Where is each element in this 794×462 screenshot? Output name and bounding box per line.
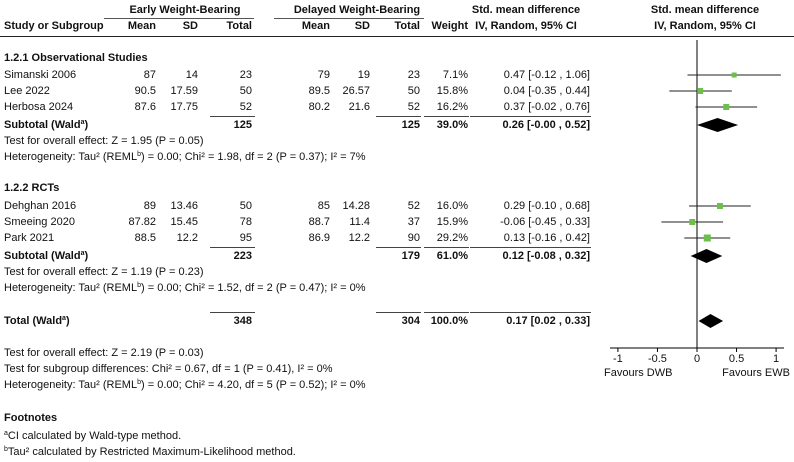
subgroup-title: 1.2.2 RCTs xyxy=(4,182,60,194)
header-mean-ewb: Mean xyxy=(127,20,156,32)
header-sd-ewb: SD xyxy=(182,20,198,32)
dwb-total: 37 xyxy=(407,216,420,228)
ewb-sd: 15.45 xyxy=(170,216,198,228)
subgroup-title: 1.2.1 Observational Studies xyxy=(4,52,148,64)
heterogeneity-text: Heterogeneity: Tau² $(REML^b) = 0.00$; Chi² = 1.52, df = 2 (P = 0.47); I² = 0% xyxy=(4,282,366,294)
total-ci: 0.17 [0.02 , 0.33] xyxy=(506,315,590,327)
ewb-mean: 87.82 xyxy=(128,216,156,228)
subtotal-dwb-total: 179 xyxy=(401,250,420,262)
dwb-mean: 89.5 xyxy=(308,85,330,97)
ewb-total: 95 xyxy=(239,232,252,244)
study-name: Lee 2022 xyxy=(4,85,50,97)
dwb-sd: 12.2 xyxy=(348,232,370,244)
total-weight: 100.0% xyxy=(430,315,468,327)
study-point xyxy=(732,73,737,78)
subtotal-weight: 39.0% xyxy=(436,119,468,131)
subtotal-label: Subtotal (Wald$^a$) xyxy=(4,250,89,262)
dwb-mean: 86.9 xyxy=(308,232,330,244)
header-plot-title: Std. mean difference xyxy=(650,4,760,16)
subtotal-ci: 0.12 [-0.08 , 0.32] xyxy=(502,250,590,262)
overall-effect-text: Test for overall effect: Z = 1.19 (P = 0.23) xyxy=(4,266,204,278)
footnotes-title: Footnotes xyxy=(4,412,58,424)
header-total-dwb: Total xyxy=(394,20,420,32)
header-mean-dwb: Mean xyxy=(301,20,330,32)
header-group-ewb: Early Weight-Bearing xyxy=(129,4,241,16)
dwb-underline xyxy=(274,18,424,19)
study-point xyxy=(689,219,695,225)
header-plot-sub: IV, Random, 95% CI xyxy=(654,20,756,32)
subtotal-rule xyxy=(424,116,469,117)
ewb-sd: 17.75 xyxy=(170,101,198,113)
subtotal-rule xyxy=(424,247,469,248)
favours-ewb-label: Favours EWB xyxy=(722,367,790,379)
header-effect-sub: IV, Random, 95% CI xyxy=(475,20,577,32)
ewb-mean: 88.5 xyxy=(134,232,156,244)
header-group-dwb: Delayed Weight-Bearing xyxy=(293,4,421,16)
study-name: Park 2021 xyxy=(4,232,55,244)
study-point xyxy=(717,203,723,209)
subtotal-ci: 0.26 [-0.00 , 0.52] xyxy=(502,119,590,131)
study-weight: 16.2% xyxy=(436,101,468,113)
study-weight: 7.1% xyxy=(442,69,468,81)
study-name: Dehghan 2016 xyxy=(4,200,77,212)
dwb-total: 52 xyxy=(407,101,420,113)
total-label: Total (Wald$^a$) xyxy=(4,315,70,327)
ewb-underline xyxy=(104,18,254,19)
subtotal-rule xyxy=(210,247,255,248)
subtotal-rule xyxy=(210,116,255,117)
subtotal-rule xyxy=(376,247,421,248)
dwb-total: 23 xyxy=(407,69,420,81)
x-tick-label: -1 xyxy=(613,353,623,365)
subtotal-label: Subtotal (Wald$^a$) xyxy=(4,119,89,131)
total-rule xyxy=(376,312,421,313)
study-point xyxy=(697,88,703,94)
ewb-sd: 13.46 xyxy=(170,200,198,212)
ewb-mean: 89 xyxy=(143,200,156,212)
heterogeneity-text: Heterogeneity: Tau² $(REML^b) = 0.00$; Chi² = 1.98, df = 2 (P = 0.37); I² = 7% xyxy=(4,151,366,163)
subgroup-differences-text: Test for subgroup differences: Chi² = 0.67, df = 1 (P = 0.41), I² = 0% xyxy=(4,363,333,375)
heterogeneity-text: Heterogeneity: Tau² $(REML^b) = 0.00$; Chi² = 4.20, df = 5 (P = 0.52); I² = 0% xyxy=(4,379,366,391)
dwb-mean: 85 xyxy=(317,200,330,212)
subtotal-rule xyxy=(470,247,591,248)
header-total-ewb: Total xyxy=(226,20,252,32)
forest-plot xyxy=(600,0,794,400)
pooled-diamond xyxy=(697,118,738,132)
overall-effect-text: Test for overall effect: Z = 1.95 (P = 0.05) xyxy=(4,135,204,147)
header-study: Study or Subgroup xyxy=(4,20,104,32)
study-name: Simanski 2006 xyxy=(4,69,77,81)
subtotal-rule xyxy=(470,116,591,117)
subtotal-ewb-total: 223 xyxy=(233,250,252,262)
ewb-mean: 90.5 xyxy=(134,85,156,97)
study-ci: 0.29 [-0.10 , 0.68] xyxy=(503,200,590,212)
dwb-total: 50 xyxy=(407,85,420,97)
total-ewb: 348 xyxy=(233,315,252,327)
total-rule xyxy=(470,312,591,313)
dwb-mean: 80.2 xyxy=(308,101,330,113)
ewb-sd: 17.59 xyxy=(170,85,198,97)
ewb-total: 50 xyxy=(239,85,252,97)
dwb-mean: 88.7 xyxy=(308,216,330,228)
study-point xyxy=(723,104,729,110)
dwb-sd: 14.28 xyxy=(342,200,370,212)
footnote-a: $^a$CI calculated by Wald-type method. xyxy=(4,430,182,442)
subtotal-rule xyxy=(376,116,421,117)
x-tick-label: 0 xyxy=(693,353,701,365)
x-tick-label: -0.5 xyxy=(647,353,667,365)
dwb-sd: 21.6 xyxy=(348,101,370,113)
subtotal-weight: 61.0% xyxy=(436,250,468,262)
overall-effect-text: Test for overall effect: Z = 2.19 (P = 0.03) xyxy=(4,347,204,359)
study-weight: 29.2% xyxy=(436,232,468,244)
dwb-total: 90 xyxy=(407,232,420,244)
dwb-mean: 79 xyxy=(317,69,330,81)
ewb-mean: 87 xyxy=(143,69,156,81)
dwb-sd: 26.57 xyxy=(342,85,370,97)
study-ci: 0.47 [-0.12 , 1.06] xyxy=(503,69,590,81)
ewb-total: 50 xyxy=(239,200,252,212)
dwb-total: 52 xyxy=(407,200,420,212)
dwb-sd: 19 xyxy=(357,69,370,81)
total-dwb: 304 xyxy=(401,315,420,327)
ewb-total: 78 xyxy=(239,216,252,228)
study-point xyxy=(704,235,711,242)
study-weight: 15.9% xyxy=(436,216,468,228)
study-ci: -0.06 [-0.45 , 0.33] xyxy=(500,216,590,228)
study-weight: 16.0% xyxy=(436,200,468,212)
dwb-sd: 11.4 xyxy=(349,216,370,228)
ewb-total: 52 xyxy=(239,101,252,113)
ewb-mean: 87.6 xyxy=(134,101,156,113)
ewb-total: 23 xyxy=(239,69,252,81)
favours-dwb-label: Favours DWB xyxy=(604,367,673,379)
study-weight: 15.8% xyxy=(436,85,468,97)
study-ci: 0.13 [-0.16 , 0.42] xyxy=(503,232,590,244)
ewb-sd: 14 xyxy=(185,69,198,81)
subtotal-dwb-total: 125 xyxy=(401,119,420,131)
study-ci: 0.37 [-0.02 , 0.76] xyxy=(503,101,590,113)
header-sd-dwb: SD xyxy=(354,20,370,32)
pooled-diamond xyxy=(691,249,723,263)
x-tick-label: 1 xyxy=(773,353,780,365)
pooled-diamond xyxy=(699,314,724,328)
x-tick-label: 0.5 xyxy=(728,353,745,365)
study-ci: 0.04 [-0.35 , 0.44] xyxy=(503,85,590,97)
header-weight: Weight xyxy=(431,20,468,32)
ewb-sd: 12.2 xyxy=(176,232,198,244)
study-name: Smeeing 2020 xyxy=(4,216,75,228)
total-rule xyxy=(210,312,255,313)
total-rule xyxy=(424,312,469,313)
footnote-b: $^b$Tau² calculated by Restricted Maximum-Likelihood method. xyxy=(4,446,296,458)
subtotal-ewb-total: 125 xyxy=(233,119,252,131)
study-name: Herbosa 2024 xyxy=(4,101,74,113)
header-effect-title: Std. mean difference xyxy=(471,4,581,16)
